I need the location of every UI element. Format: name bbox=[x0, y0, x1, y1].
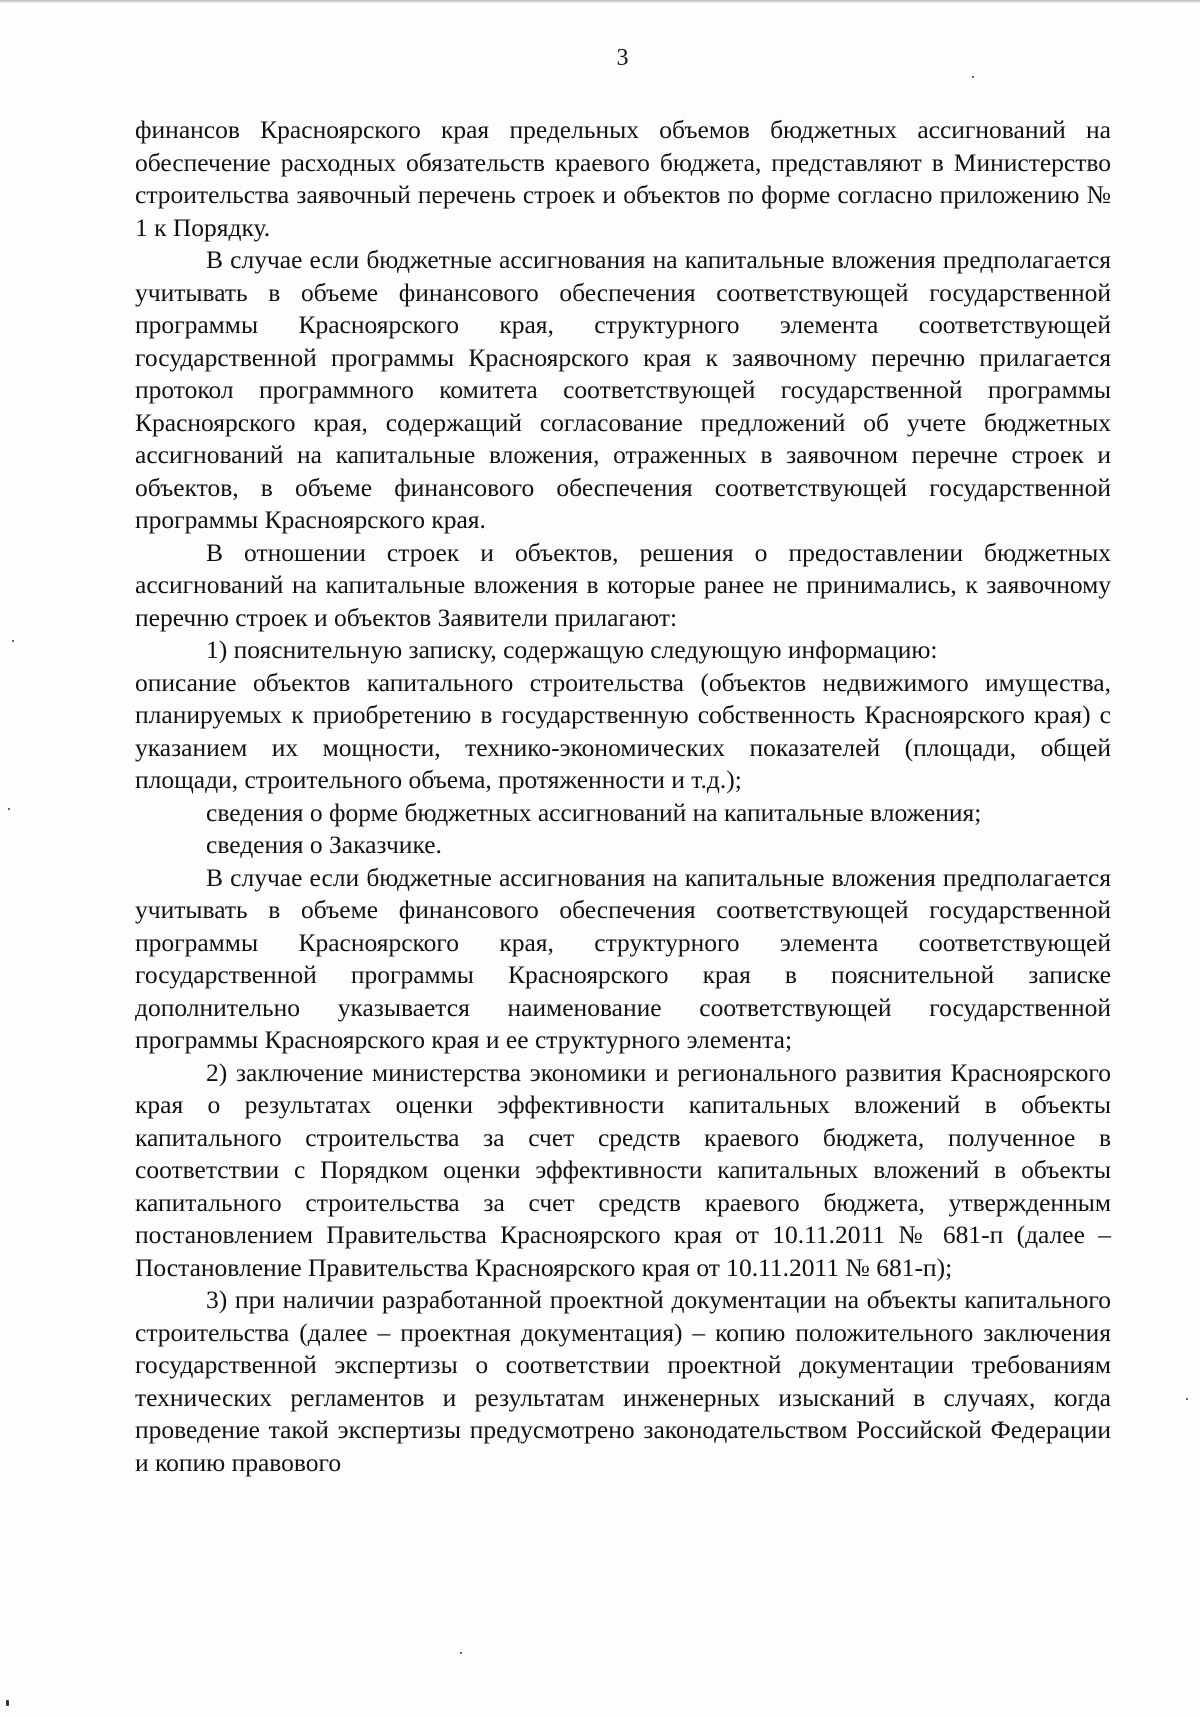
page-number: 3 bbox=[616, 45, 629, 71]
paragraph: В случае если бюджетные ассигнования на капитальные вложения предполагается учитывать в объеме финансового обеспечения соответствующей государственной программы Красноярского края, структурного элемента соответствующей государственной программы Красноярского края к заявочному перечню прилагается протокол программного комитета соответствующей государственной программы Красноярского края, содержащий согласование предложений об учете бюджетных ассигнований на капитальные вложения, отраженных в заявочном перечне строек и объектов, в объеме финансового обеспечения соответствующей государственной программы Красноярского края. bbox=[135, 245, 1111, 534]
scan-edge bbox=[0, 0, 1200, 3]
paragraph: описание объектов капитального строительства (объектов недвижимого имущества, планируемых к приобретению в государственную собственность Красноярского края) с указанием их мощности, технико-экономических показателей (площади, общей площади, строительного объема, протяженности и т.д.); bbox=[135, 667, 1111, 794]
scan-speck bbox=[12, 640, 14, 642]
list-item: 1) пояснительную записку, содержащую следующую информацию: bbox=[206, 635, 938, 664]
scan-speck bbox=[6, 1700, 9, 1706]
scan-speck bbox=[1186, 1398, 1188, 1400]
list-item: 2) заключение министерства экономики и регионального развития Красноярского края о результатах оценки эффективности капитальных вложений в объекты капитального строительства за счет средств краевого бюджета, полученное в соответствии с Порядком оценки эффективности капитальных вложений в объекты капитального строительства за счет средств краевого бюджета, утвержденным постановлением Правительства Красноярского края от 10.11.2011 № 681-п (далее – Постановление Правительства Красноярского края от 10.11.2011 № 681-п); bbox=[135, 1057, 1111, 1282]
paragraph: сведения о Заказчике. bbox=[206, 830, 442, 859]
list-item: 3) при наличии разработанной проектной документации на объекты капитального строительства (далее – проектная документация) – копию положительного заключения государственной экспертизы о соответствии проектной документации требованиям технических регламентов и результатам инженерных изысканий в случаях, когда проведение такой экспертизы предусмотрено законодательством Российской Федерации и копию правового bbox=[135, 1285, 1111, 1477]
paragraph: сведения о форме бюджетных ассигнований на капитальные вложения; bbox=[206, 797, 982, 827]
scan-speck bbox=[972, 76, 974, 78]
paragraph: В отношении строек и объектов, решения о предоставлении бюджетных ассигнований на капитальные вложения в которые ранее не принимались, к заявочному перечню строек и объектов Заявители прилагают: bbox=[135, 537, 1111, 632]
scan-speck bbox=[460, 1652, 462, 1654]
paragraph: В случае если бюджетные ассигнования на капитальные вложения предполагается учитывать в объеме финансового обеспечения соответствующей государственной программы Красноярского края, структурного элемента соответствующей государственной программы Красноярского края в пояснительной записке дополнительно указывается наименование соответствующей государственной программы Красноярского края и ее структурного элемента; bbox=[135, 862, 1111, 1054]
document-body bbox=[135, 114, 1111, 1479]
scan-speck bbox=[8, 808, 10, 810]
paragraph: финансов Красноярского края предельных объемов бюджетных ассигнований на обеспечение расходных обязательств краевого бюджета, представляют в Министерство строительства заявочный перечень строек и объектов по форме согласно приложению № 1 к Порядку. bbox=[135, 115, 1111, 242]
